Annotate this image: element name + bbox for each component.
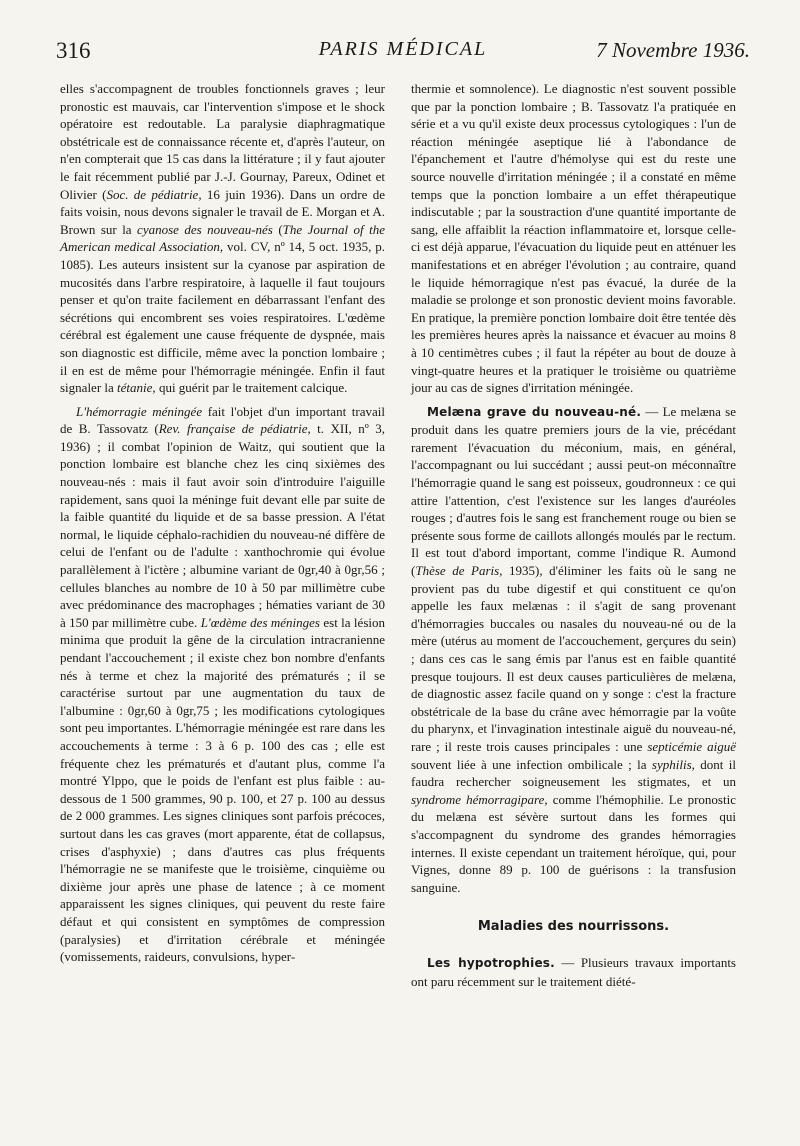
paragraph-melaena: Melæna grave du nouveau-né. — Le melæna se produit dans les quatre premiers jours de la vie, précédant rarement l'évacuation du méconium, mais, en général, l'accompagnant ou lui succédant ; aussi peut-on méconnaître l'hémorragie quand le sang est poisseux, goudronneux : ce qui attire l'attention, c'est l'existence sur les langes d'auréoles rouges ; d'autres fois le sang est franchement rouge ou bien se présente sous forme de caillots allongés moulés par le rectum. Il est tout d'abord important, comme l'indique R. Aumond (Thèse de Paris, 1935), d'éliminer les faits où le sang ne provient pas du tube digestif et qui constituent ce qu'on appelle les faux melænas : il s'agit de sang provenant d'hémorragies buccales ou nasales du nouveau-né ou de la mère (utérus au moment de l'accouchement, gerçures du sein) ; dans ces cas le sang émis par l'anus est en faible quantité presque toujours. Il est deux causes particulières de melæna, de diagnostic assez facile quand on y songe : c'est la fracture obstétricale de la base du crâne avec hémorragie par la voûte du pharynx, et l'invagination intestinale aiguë du nouveau-né, rare ; il reste trois causes principales : une septicémie aiguë souvent liée à une infection ombilicale ; la syphilis, dont il faudra rechercher soigneusement les stigmates, et un syndrome hémorragipare, comme l'hémophilie. Le pronostic du melæna est sévère surtout dans les formes qui s'accompagnent du syndrome des grandes hémorragies internes. Il existe cependant un traitement héroïque, qui, pour Vignes, donne 89 p. 100 de guérisons : la transfusion sanguine. bbox=[411, 403, 736, 895]
running-header bbox=[56, 38, 750, 72]
page-number: 316 bbox=[56, 38, 91, 63]
left-column bbox=[60, 80, 385, 966]
runin-heading-hypotrophies: Les hypotrophies. bbox=[427, 955, 555, 970]
section-heading: Maladies des nourrissons. bbox=[477, 919, 670, 935]
paragraph-hemorragie-meningee: L'hémorragie méningée fait l'objet d'un important travail de B. Tassovatz (Rev. française de pédiatrie, t. XII, nº 3, 1936) ; il combat l'opinion de Waitz, qui soutient que la ponction lombaire est blanche chez les cinq sixièmes des nouveau-nés : mais il faut avoir soin d'introduire l'aiguille rapidement, sans quoi la méninge fuit devant elle par suite de la faible quantité du liquide et de sa basse pression. A l'état normal, le liquide céphalo-rachidien du nouveau-né diffère de celui de l'enfant ou de l'adulte : xanthochromie qui évolue parallèlement à l'ictère ; albumine variant de 0gr,40 à 0gr,56 ; cellules blanches au nombre de 10 à 50 par millimètre cube avec prédominance des macrophages ; hématies variant de 30 à 150 par millimètre cube. L'œdème des méninges est la lésion minima que produit la gêne de la circulation intracranienne pendant l'accouchement ; il existe chez bon nombre d'enfants nés à terme et chez la majorité des prématurés ; il se caractérise surtout par une augmentation du taux de l'albumine : 0gr,60 à 0gr,75 ; les modifications cytologiques sont peu importantes. L'hémorragie méningée est rare dans les accouchements à terme : 3 à 6 p. 100 des cas ; elle est fréquente chez les prématurés et d'autant plus, comme l'a montré Ylppo, que le poids de l'enfant est plus faible : au-dessous de 1 500 grammes, 90 p. 100, et 27 p. 100 au dessus de 2 000 grammes. Les signes cliniques sont parfois précoces, surtout dans les cas graves (mort apparente, état de collapsus, crises d'asphyxie) ; dans d'autres cas plus fréquents l'hémorragie ne se manifeste que le troisième, cinquième ou dixième jour après une phase de latence ; à ce moment apparaissent les signes cliniques, qui peuvent du reste faire défaut et qui consistent en symptômes de compression (paralysies) et d'irritation cérébrale et méningée (vomissements, raideurs, convulsions, hyper- bbox=[60, 403, 385, 965]
journal-title: PARIS MÉDICAL bbox=[318, 38, 488, 60]
right-column bbox=[411, 80, 736, 990]
paragraph-cyanose: elles s'accompagnent de troubles fonctionnels graves ; leur pronostic est mauvais, car l'intervention s'impose et le shock opératoire est redoutable. La paralysie diaphragmatique obstétricale est de connaissance récente et, d'après l'auteur, on n'en compterait que 15 cas dans la littérature ; il y faut ajouter le fait récemment publié par J.-J. Gournay, Pareux, Odinet et Olivier (Soc. de pédiatrie, 16 juin 1936). Dans un ordre de faits voisin, nous devons signaler le travail de E. Morgan et A. Brown sur la cyanose des nouveau-nés (The Journal of the American medical Association, vol. CV, nº 14, 5 oct. 1935, p. 1085). Les auteurs insistent sur la cyanose par aspiration de mucosités dans l'arbre respiratoire, à laquelle il faut toujours penser et qu'on traite facilement en débarrassant l'enfant des sécrétions qui encombrent ses voies respiratoires. L'œdème cérébral est également une cause fréquente de dyspnée, mais son diagnostic est difficile, même avec la ponction lombaire ; il en est de même pour l'hémorragie méningée. Enfin il faut signaler la tétanie, qui guérit par le traitement calcique. bbox=[60, 81, 385, 396]
runin-heading-melaena: Melæna grave du nouveau-né. bbox=[427, 404, 642, 419]
issue-date: 7 Novembre 1936. bbox=[596, 38, 750, 62]
paragraph-diagnostic: thermie et somnolence). Le diagnostic n'est souvent possible que par la ponction lombaire ; B. Tassovatz l'a pratiquée en série et a vu qu'il existe deux processus cytologiques : l'un de réaction méningée aseptique lié à l'abondance de l'épanchement et l'autre d'hémolyse qui est du reste une source nouvelle d'irritation méningée ; il a constaté en même temps que la ponction lombaire a un effet thérapeutique indiscutable ; par la soustraction d'une quantité importante de sang, elle affaiblit la réaction inflammatoire et, lorsque celle-ci est déjà apparue, l'évacuation du liquide peut en atténuer les manifestations et en abréger l'évolution ; au contraire, quand le liquide hémorragique n'est pas évacué, la durée de la maladie se prolonge et son pronostic devient moins favorable. En pratique, la première ponction lombaire doit être tentée dès les premières heures après la naissance et évacuer au moins 8 à 10 centimètres cubes ; il faut la répéter au bout de douze à vingt-quatre heures et la pratiquer le troisième ou quatrième jour au cas de signes d'irritation méningée. bbox=[411, 81, 736, 396]
paragraph-hypotrophies: Les hypotrophies. — Plusieurs travaux importants ont paru récemment sur le traitement diété- bbox=[411, 954, 736, 989]
